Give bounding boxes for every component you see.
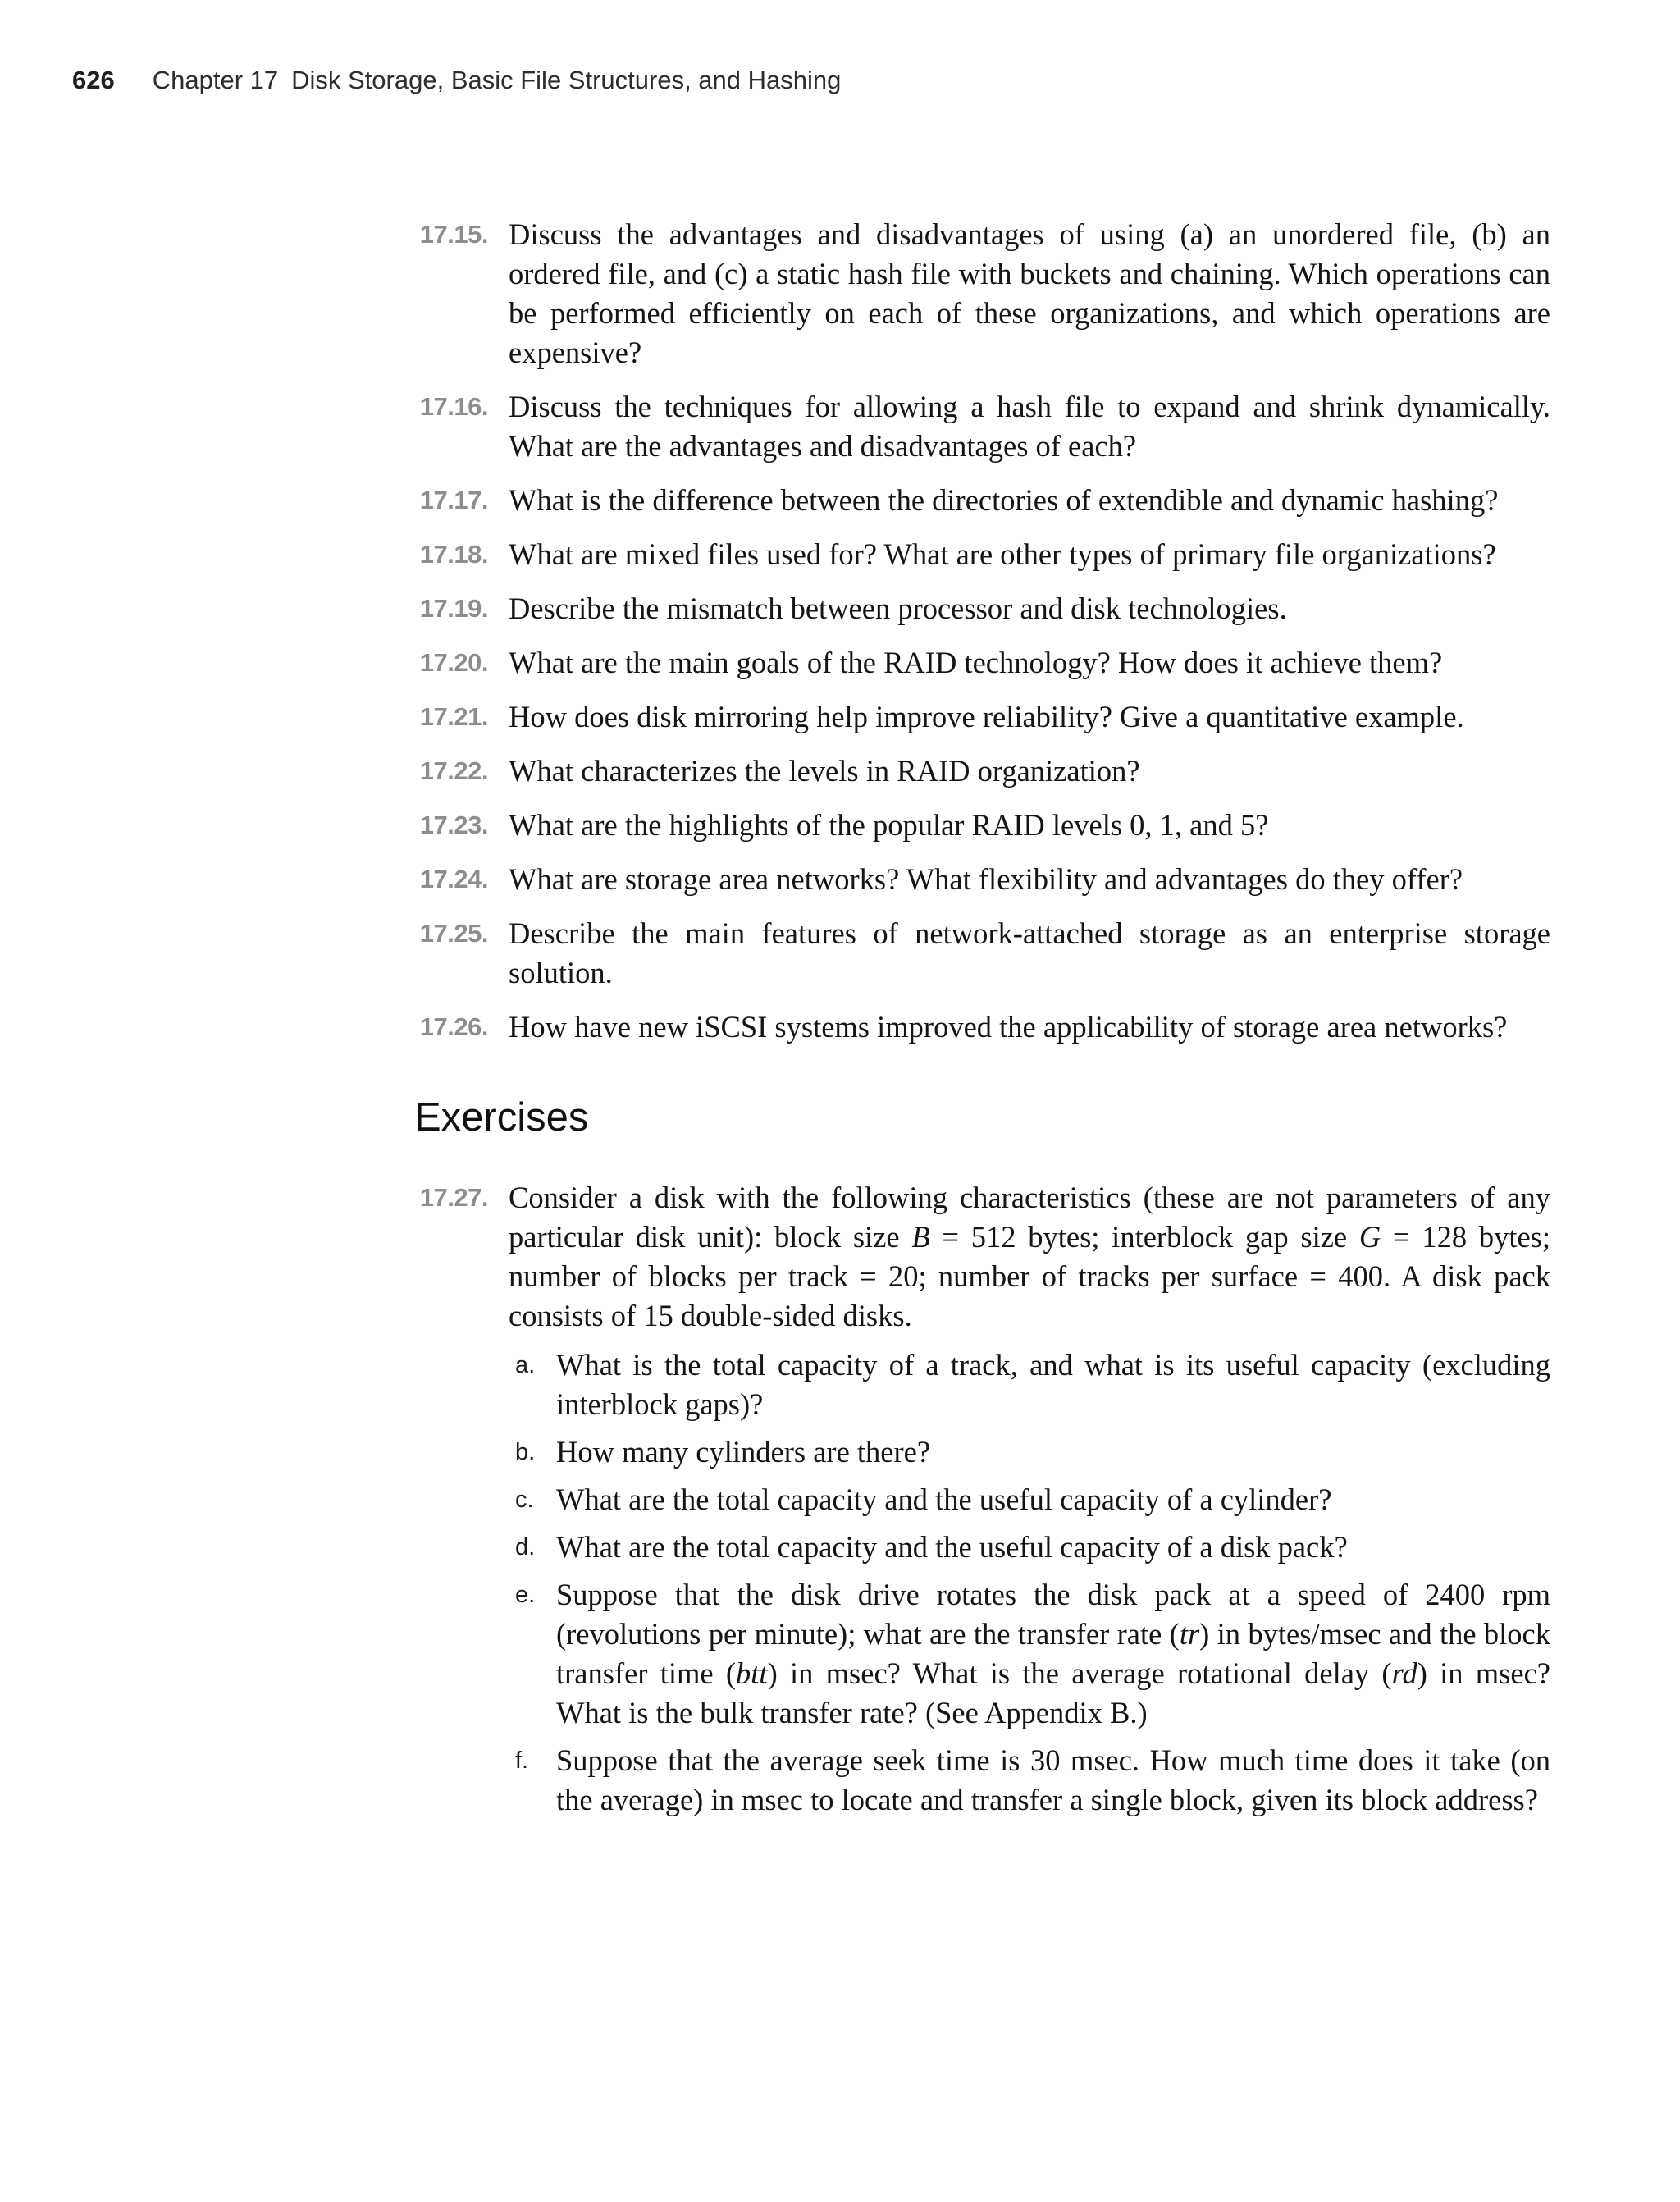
exercise-number: 17.27.: [419, 1183, 488, 1212]
question-number: 17.20.: [419, 648, 488, 677]
question-item: [345, 697, 1550, 737]
question-number: 17.21.: [419, 702, 488, 731]
subitem-letter: e.: [515, 1582, 536, 1608]
question-number: 17.15.: [419, 220, 488, 249]
question-item: [345, 215, 1550, 372]
text-column: [345, 215, 1550, 1834]
question-text: Describe the mismatch between processor and disk technologies.: [509, 592, 1287, 625]
subitem-text: Suppose that the average seek time is 30 msec. How much time does it take (on the average) in msec to locate and transfer a single block, given its block address?: [556, 1743, 1550, 1816]
question-text: Discuss the techniques for allowing a hash file to expand and shrink dynamically. What are the advantages and disadvantages of each?: [509, 390, 1550, 463]
question-number: 17.17.: [419, 486, 488, 514]
question-number: 17.24.: [419, 865, 488, 893]
subitem: [509, 1432, 1550, 1472]
subitem-letter: f.: [515, 1747, 529, 1774]
subitem-text: What is the total capacity of a track, and what is its useful capacity (excluding interblock gaps)?: [556, 1348, 1550, 1421]
question-text: What are the main goals of the RAID technology? How does it achieve them?: [509, 646, 1443, 679]
question-text: What characterizes the levels in RAID organization?: [509, 754, 1140, 788]
question-text: What is the difference between the directories of extendible and dynamic hashing?: [509, 483, 1499, 517]
question-number: 17.25.: [419, 919, 488, 948]
subitem-text: What are the total capacity and the useful capacity of a disk pack?: [556, 1530, 1348, 1564]
question-item: [345, 860, 1550, 899]
exercise-item: [345, 1178, 1550, 1820]
question-number: 17.26.: [419, 1012, 488, 1041]
question-text: How does disk mirroring help improve reliability? Give a quantitative example.: [509, 700, 1464, 733]
question-text: Discuss the advantages and disadvantages of using (a) an unordered file, (b) an ordered file, and (c) a static hash file with buckets and chaining. Which operations can be performed efficiently on each of these organizations, and which operations are expensive?: [509, 217, 1550, 369]
question-text: What are mixed files used for? What are other types of primary file organizations?: [509, 537, 1496, 571]
question-text: What are storage area networks? What flexibility and advantages do they offer?: [509, 862, 1463, 896]
question-number: 17.19.: [419, 594, 488, 623]
subitem: [509, 1741, 1550, 1820]
question-item: [345, 589, 1550, 628]
exercises-heading: Exercises: [414, 1095, 589, 1140]
subitem: [509, 1345, 1550, 1424]
exercise-subitems: [509, 1345, 1550, 1820]
subitem-text: What are the total capacity and the useful capacity of a cylinder?: [556, 1482, 1332, 1516]
question-number: 17.16.: [419, 392, 488, 421]
subitem: [509, 1480, 1550, 1519]
subitem-text: How many cylinders are there?: [556, 1435, 931, 1469]
subitem: [509, 1575, 1550, 1733]
question-item: [345, 806, 1550, 845]
question-item: [345, 481, 1550, 520]
question-number: 17.23.: [419, 811, 488, 839]
exercises-list: [345, 1178, 1550, 1820]
question-number: 17.18.: [419, 540, 488, 569]
subitem-letter: d.: [515, 1534, 536, 1560]
exercise-text: Consider a disk with the following characteristics (these are not parameters of any particular disk unit): block size B = 512 bytes; interblock gap size G = 128 bytes; number of blocks per track = 20; number of tracks per surface = 400. A disk pack consists of 15 double-sided disks. a. What is the total capacity of a track, and what is its useful capacity (excluding interblock gaps)? b. How many cylinders are there? c. What are the total capacity and the useful capacity of a cylinder? d. What are the total capacity and the useful capacity of a disk pack? e. Suppose that the disk drive rotates the disk pack at a speed of 2400 rpm (revolutions per minute); what are the transfer rate (tr) in bytes/msec and the block transfer time (btt) in msec? What is the average rotational delay (rd) in msec? What is the bulk transfer rate? (See Appendix B.) f. Suppose that the average seek time is 30 msec. How much time does it take (on the average) in msec to locate and transfer a single block, given its block address?: [509, 1178, 1550, 1820]
subitem-letter: c.: [515, 1487, 534, 1513]
question-text: What are the highlights of the popular RAID levels 0, 1, and 5?: [509, 808, 1269, 842]
subitem: [509, 1528, 1550, 1567]
page-number: 626: [72, 66, 115, 94]
chapter-title: Disk Storage, Basic File Structures, and Hashing: [291, 66, 842, 94]
running-header: [72, 66, 841, 95]
question-item: [345, 752, 1550, 791]
subitem-letter: b.: [515, 1439, 536, 1465]
question-item: [345, 1007, 1550, 1047]
question-item: [345, 387, 1550, 466]
question-item: [345, 914, 1550, 993]
question-number: 17.22.: [419, 756, 488, 785]
subitem-letter: a.: [515, 1352, 536, 1378]
subitem-text: Suppose that the disk drive rotates the disk pack at a speed of 2400 rpm (revolutions per minute); what are the transfer rate (tr) in bytes/msec and the block transfer time (btt) in msec? What is the average rotational delay (rd) in msec? What is the bulk transfer rate? (See Appendix B.): [556, 1578, 1550, 1729]
chapter-number: Chapter 17: [152, 66, 279, 94]
question-item: [345, 643, 1550, 683]
question-item: [345, 535, 1550, 574]
question-text: Describe the main features of network-attached storage as an enterprise storage solution.: [509, 916, 1550, 989]
review-questions-list: [345, 215, 1550, 1047]
question-text: How have new iSCSI systems improved the applicability of storage area networks?: [509, 1010, 1508, 1044]
